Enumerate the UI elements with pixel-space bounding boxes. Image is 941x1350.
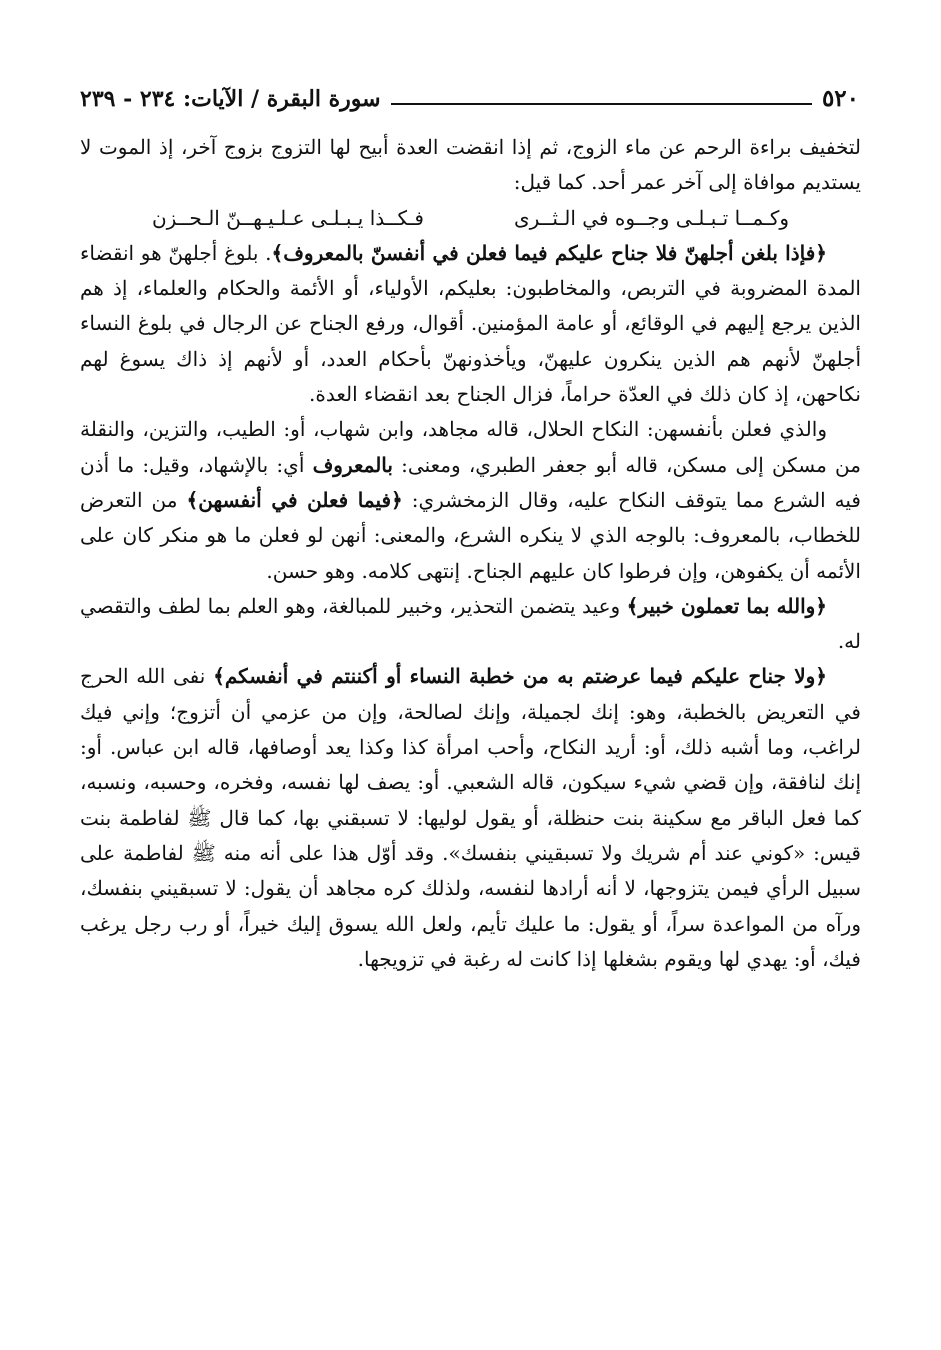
paragraph-p3 <box>80 412 861 588</box>
text-run: من التعرض للخطاب، بالمعروف: بالوجه الذي لا ينكره الشرع، والمعنى: أنهن لو فعلن ما هو منكر كان على الأئمه أن يكفوهن، وإن فرطوا كان عليهم الجناح. إنتهى كلامه. وهو حسن. <box>80 487 861 583</box>
poetry-verse <box>80 201 861 236</box>
page-header <box>80 78 859 112</box>
text-run: . بلوغ أجلهنّ هو انقضاء المدة المضروبة في التربص، والمخاطبون: بعليكم، الأولياء، أو الأئمة والحكام والعلماء، إذ هم الذين يرجع إليهم في الوقائع، أو عامة المؤمنين. أقوال، ورفع الجناح عن الرجال في بلوغ النساء أجلهنّ لأنهم هم الذين ينكرون عليهنّ، ويأخذونهنّ بأحكام العدد، أو لأنهم إذ ذاك يسوغ لهم نكاحهن، إذ كان ذلك في العدّة حراماً، فزال الجناح بعد انقضاء العدة. <box>80 240 861 407</box>
paragraph-p5 <box>80 659 861 977</box>
quran-quote: ﴿فيما فعلن في أنفسهن﴾ <box>186 487 403 512</box>
text-run: نفى الله الحرج في التعريض بالخطبة، وهو: إنك لجميلة، وإنك لصالحة، وإن من عزمي أن أتزوج؛ وإني فيك لراغب، وما أشبه ذلك، أو: أريد النكاح، وأحب امرأة كذا وكذا يعد أوصافها، قاله ابن عباس. أو: إنك لنافقة، وإن قضي شيء سيكون، قاله الشعبي. أو: يصف لها نفسه، وفخره، وحسبه، ونسبه، كما فعل الباقر مع سكينة بنت حنظلة، أو يقول لوليها: لا تسبقني بها، كما قال ﷺ لفاطمة بنت قيس: «كوني عند أم شريك ولا تسبقيني بنفسك». وقد أوّل هذا على أنه منه ﷺ لفاطمة على سبيل الرأي فيمن يتزوجها، لا أنه أرادها لنفسه، ولذلك كره مجاهد أن يقول: لا تسبقيني بنفسك، ورآه من المواعدة سراً، أو يقول: ما عليك تأيم، ولعل الله يسوق إليك خيراً، أو رب رجل يرغب فيك، أو: يهدي لها ويقوم بشغلها إذا كانت له رغبة في تزويجها. <box>80 664 861 971</box>
running-title: سورة البقرة / الآيات: ٢٣٤ - ٢٣٩ <box>80 86 381 112</box>
paragraph-p2 <box>80 236 861 412</box>
paragraph-p4 <box>80 589 861 660</box>
quran-quote: ﴿ولا جناح عليكم فيما عرضتم به من خطبة النساء أو أكننتم في أنفسكم﴾ <box>213 664 827 689</box>
text-run: لتخفيف براءة الرحم عن ماء الزوج، ثم إذا انقضت العدة أبيح لها التزوج بزوج آخر، إذ الموت لا يستديم موافاة إلى آخر عمر أحد. كما قيل: <box>80 135 861 195</box>
text-run: والذي فعلن بأنفسهن: النكاح الحلال، قاله مجاهد، وابن شهاب، أو: الطيب، والتزين، والنقلة من مسكن إلى مسكن، قاله أبو جعفر الطبري، ومعنى: <box>80 417 861 477</box>
quran-quote: ﴿فإذا بلغن أجلهنّ فلا جناح عليكم فيما فعلن في أنفسنّ بالمعروف﴾ <box>271 240 828 265</box>
header-rule <box>391 103 812 105</box>
text-run: وعيد يتضمن التحذير، وخبير للمبالغة، وهو العلم بما لطف والتقصي له. <box>80 593 861 654</box>
verse-hemistich-1: وكـمــا تـبـلـى وجــوه في الـثــرى <box>513 205 790 230</box>
verse-hemistich-2: فـكــذا يـبـلـى عـلـيـهــنّ الـحــزن <box>151 205 424 230</box>
quran-quote: ﴿والله بما تعملون خبير﴾ <box>626 593 828 618</box>
quran-quote: بالمعروف <box>312 452 393 477</box>
page-body <box>80 130 861 977</box>
page-number: ٥٢٠ <box>821 85 859 112</box>
text-run: أي: بالإشهاد، وقيل: ما أذن فيه الشرع مما يتوقف النكاح عليه، وقال الزمخشري: <box>80 452 861 512</box>
paragraph-p1 <box>80 130 861 201</box>
